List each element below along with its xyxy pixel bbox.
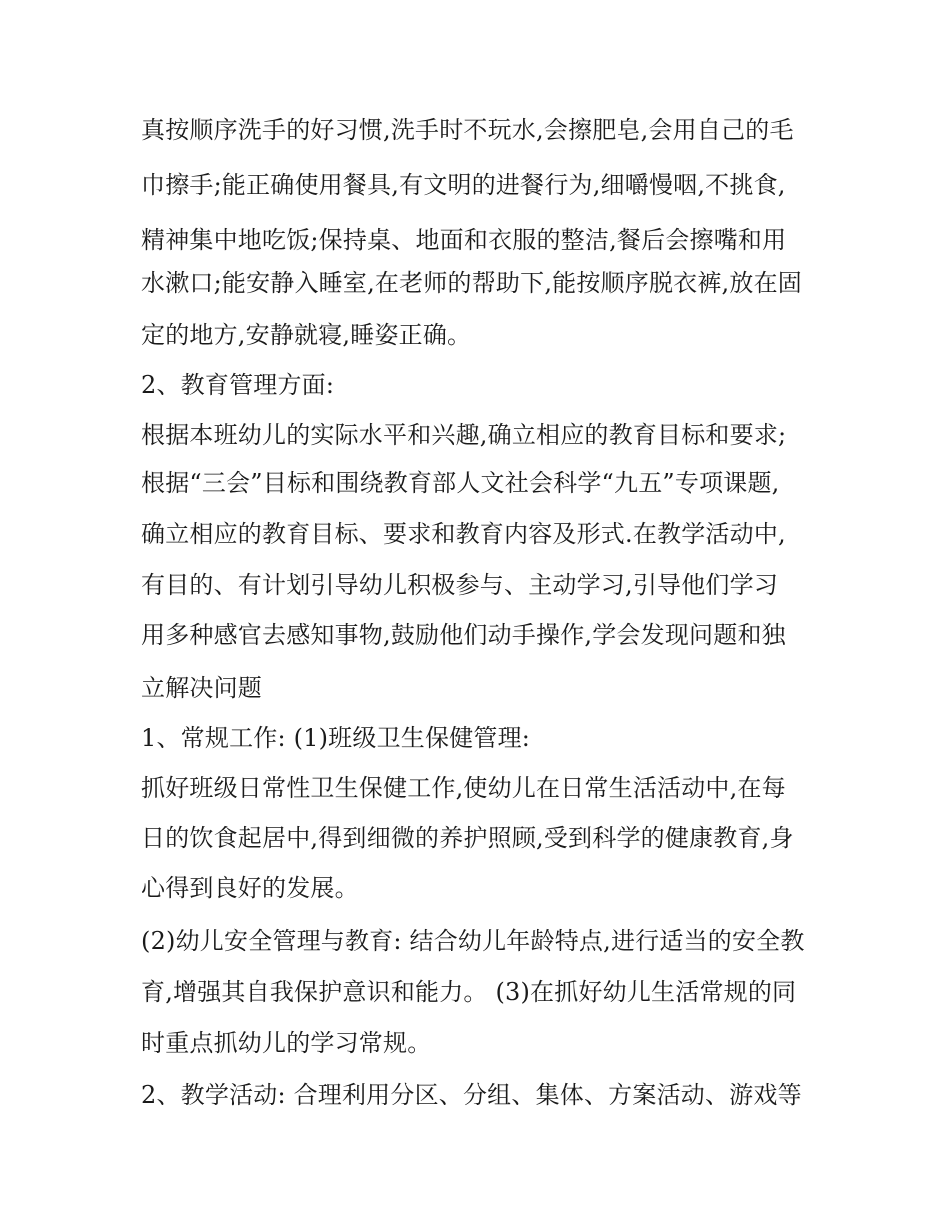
- text-line: 确立相应的教育目标、要求和教育内容及形式.在教学活动中,: [141, 520, 786, 548]
- text-line: 根据“三会”目标和围绕教育部人文社会科学“九五”专项课题,: [141, 469, 780, 497]
- text-line: 日的饮食起居中,得到细微的养护照顾,受到科学的健康教育,身: [141, 824, 794, 852]
- text-line: 心得到良好的发展。: [141, 874, 359, 902]
- text-line: (2)幼儿安全管理与教育: 结合幼儿年龄特点,进行适当的安全教: [141, 927, 805, 955]
- text-line: 时重点抓幼儿的学习常规。: [141, 1029, 432, 1057]
- text-line: 有目的、有计划引导幼儿积极参与、主动学习,引导他们学习: [141, 571, 779, 599]
- text-line: 巾擦手;能正确使用餐具,有文明的进餐行为,细嚼慢咽,不挑食,: [141, 171, 786, 199]
- section-heading: 2、教学活动: 合理利用分区、分组、集体、方案活动、游戏等: [141, 1081, 802, 1109]
- text-line: 水漱口;能安静入睡室,在老师的帮助下,能按顺序脱衣裤,放在固: [141, 269, 802, 297]
- section-heading: 1、常规工作: (1)班级卫生保健管理:: [141, 724, 531, 752]
- text-line: 育,增强其自我保护意识和能力。 (3)在抓好幼儿生活常规的同: [141, 978, 797, 1006]
- text-line: 根据本班幼儿的实际水平和兴趣,确立相应的教育目标和要求;: [141, 421, 787, 449]
- text-line: 定的地方,安静就寝,睡姿正确。: [141, 321, 472, 349]
- text-line: 用多种感官去感知事物,鼓励他们动手操作,学会发现问题和独: [141, 621, 786, 649]
- text-line: 精神集中地吃饭;保持桌、地面和衣服的整洁,餐后会擦嘴和用: [141, 226, 787, 254]
- text-line: 真按顺序洗手的好习惯,洗手时不玩水,会擦肥皂,会用自己的毛: [141, 116, 794, 144]
- section-heading: 2、教育管理方面:: [141, 371, 335, 399]
- text-line: 立解决问题: [141, 674, 262, 702]
- text-line: 抓好班级日常性卫生保健工作,使幼儿在日常生活活动中,在每: [141, 774, 786, 802]
